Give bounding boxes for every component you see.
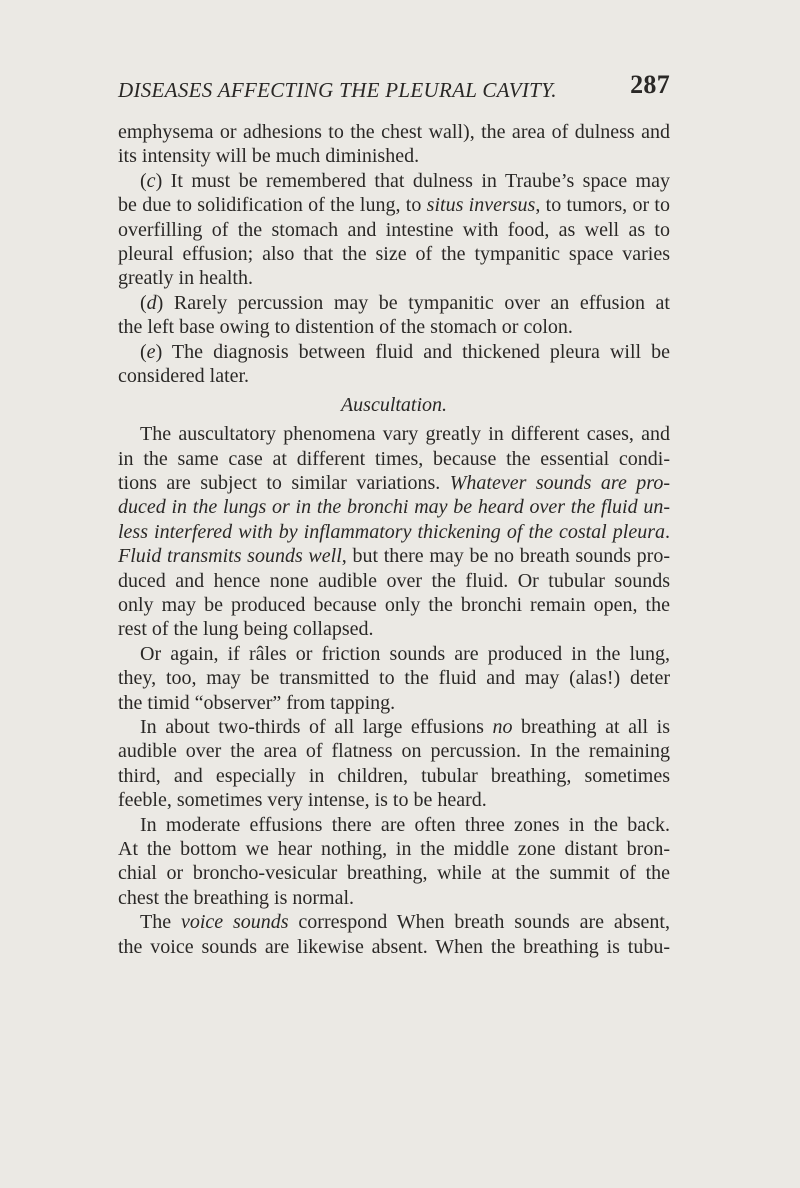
text-line: greatly in health. [118,267,253,290]
text-line: In about two-thirds of all large effusions no breathing at all is [140,715,671,738]
text-line: pleural effusion; also that the size of the tympanitic space varies [118,242,670,265]
text-line: The voice sounds correspond When breath sounds are absent, [140,911,670,934]
text-line: be due to solidification of the lung, to situs inversus, to tumors, or to [118,194,670,217]
text-line: Or again, if râles or friction sounds are produced in the lung, [140,642,670,665]
text-line: less interfered with by inflammatory thickening of the costal pleura. [118,520,670,543]
text-line: duced in the lungs or in the bronchi may be heard over the fluid un- [118,496,670,519]
text-line: chial or broncho-vesicular breathing, while at the summit of the [118,862,670,885]
text-line: audible over the area of flatness on percussion. In the remaining [118,740,670,763]
text-line: only may be produced because only the bronchi remain open, the [118,594,670,617]
text-line: In moderate effusions there are often three zones in the back. [140,813,670,836]
text-line: the timid “observer” from tapping. [118,691,396,714]
text-line: emphysema or adhesions to the chest wall), the area of dulness and [118,121,670,143]
text-line: The auscultatory phenomena vary greatly in different cases, and [140,423,670,446]
text-line: rest of the lung being collapsed. [118,618,374,641]
text-line: in the same case at different times, because the essential condi- [118,447,670,470]
section-heading: Auscultation. [340,394,448,417]
text-line: At the bottom we hear nothing, in the middle zone distant bron- [118,837,670,860]
body-text [118,120,670,959]
text-line: (c) It must be remembered that dulness in Traube’s space may [140,169,670,192]
text-line: feeble, sometimes very intense, is to be heard. [118,789,487,812]
page-number: 287 [630,70,670,99]
text-line: overfilling of the stomach and intestine with food, as well as to [118,218,670,241]
text-line: third, and especially in children, tubular breathing, sometimes [118,764,670,787]
text-line: duced and hence none audible over the fluid. Or tubular sounds [118,569,670,592]
text-line: (d) Rarely percussion may be tympanitic over an effusion at [140,291,670,314]
text-line: its intensity will be much diminished. [118,145,420,168]
running-head-title: DISEASES AFFECTING THE PLEURAL CAVITY. [118,78,557,102]
text-line: tions are subject to similar variations. Whatever sounds are pro- [118,472,670,495]
text-line: Fluid transmits sounds well, but there may be no breath sounds pro- [118,545,670,568]
text-line: considered later. [118,364,250,387]
text-line: the left base owing to distention of the stomach or colon. [118,316,573,339]
text-line: (e) The diagnosis between fluid and thickened pleura will be [140,340,670,363]
text-line: chest the breathing is normal. [118,886,355,909]
text-line: the voice sounds are likewise absent. When the breathing is tubu- [118,935,670,958]
text-line: they, too, may be transmitted to the fluid and may (alas!) deter [118,667,670,690]
running-head [118,70,670,104]
